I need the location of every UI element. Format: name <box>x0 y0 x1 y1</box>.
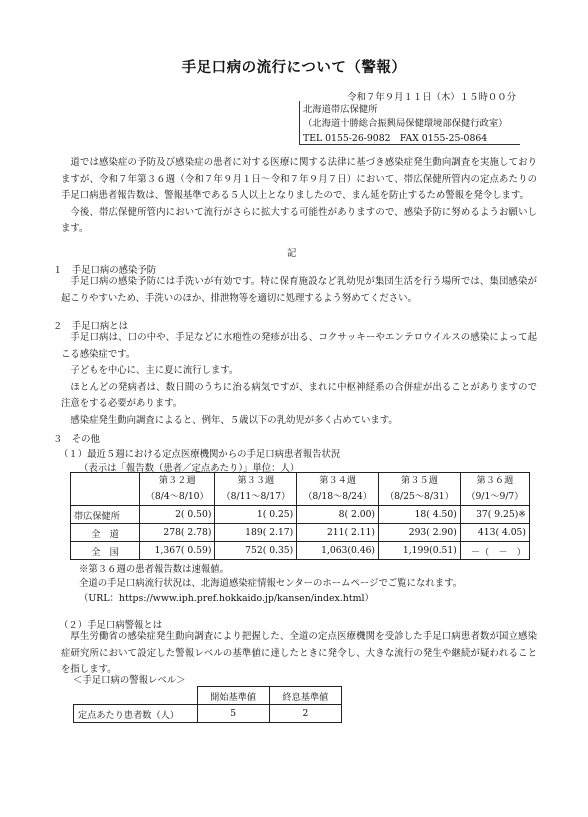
table-cell: 1,367( 0.59) <box>140 542 215 560</box>
table-cell: 37( 9.25)※ <box>460 506 529 524</box>
table-cell: －（ － ） <box>460 542 529 560</box>
info-center-url: （URL：https://www.iph.pref.hokkaido.jp/kansen/index.html） <box>79 593 374 604</box>
section-2-paragraph-2: 子どもを中心に、主に夏に流行します。 <box>70 365 239 376</box>
section-3-2-heading: （２）手足口病警報とは <box>59 620 163 631</box>
table-row <box>71 524 530 542</box>
section-2-paragraph-3: ほとんどの発病者は、数日間のうちに治る病気ですが、まれに中枢神経系の合併症が出ることがありますので注意をする必要があります。 <box>61 381 537 409</box>
issuer-department: （北海道十勝総合振興局保健環境部保健行政室） <box>303 118 508 129</box>
table-corner-cell <box>74 687 198 705</box>
section-2-paragraph-4: 感染症発生動向調査によると、例年、５歳以下の乳幼児が多く占めています。 <box>70 414 398 426</box>
section-3-1-heading: （１）最近５週における定点医療機関からの手足口病患者報告状況 <box>59 449 341 460</box>
level-table <box>73 686 342 723</box>
table-cell: 278( 2.78) <box>140 524 215 542</box>
table-header-week-32: 第３２週 （8/4～8/10） <box>140 473 215 506</box>
section-2-heading: ２ 手足口病とは <box>53 321 129 332</box>
table-cell: 413( 4.05) <box>460 524 529 542</box>
section-3-2-text: 厚生労働省の感染症発生動向調査により把握した、全道の定点医療機関を受診した手足口病患者数が国立感染症研究所において設定した警報レベルの基準値に達したときに発令し、大きな流行の発生や継続が疑われることを指します。 <box>61 631 537 675</box>
intro-paragraph-2: 今後、帯広保健所管内において流行がさらに拡大する可能性がありますので、感染予防に努めるようお願いします。 <box>61 206 537 234</box>
section-1-text: 手足口病の感染予防には手洗いが有効です。特に保育施設など乳幼児が集団生活を行う場所では、集団感染が起こりやすいため、手洗いのほか、排泄物等を適切に処理するよう努めてください。 <box>61 276 537 304</box>
issuer-contact: TEL 0155-26-9082 FAX 0155-25-0864 <box>303 133 488 144</box>
level-table-caption: ＜手足口病の警報レベル＞ <box>73 675 186 686</box>
level-header-end: 終息基準値 <box>269 687 341 705</box>
table-cell: 752( 0.35) <box>215 542 297 560</box>
preliminary-note: ※第３６週の患者報告数は速報値。 <box>79 564 230 575</box>
table-cell: 189( 2.17) <box>215 524 297 542</box>
table-header-week-36: 第３６週 （9/1～9/7） <box>460 473 529 506</box>
row-label-obihiro: 帯広保健所 <box>71 506 140 524</box>
table-corner-cell <box>71 473 140 506</box>
level-row-label: 定点あたり患者数（人） <box>74 705 198 723</box>
section-2-body <box>61 330 537 429</box>
issuer-box <box>299 101 520 145</box>
row-label-hokkaido: 全 道 <box>71 524 140 542</box>
issuer-name: 北海道帯広保健所 <box>303 104 378 115</box>
intro-paragraph-1: 道では感染症の予防及び感染症の患者に対する医療に関する法律に基づき感染症発生動向調査を実施しておりますが、令和７年第３６週（令和７年９月１日～令和７年９月７日）において、帯広保健所管内の定点あたりの手足口病患者報告数は、警報基準である５人以上となりましたので、まん延を防止するため警報を発令します。 <box>61 157 537 201</box>
table-cell: 211( 2.11) <box>297 524 379 542</box>
section-3-heading: ３ その他 <box>53 434 100 445</box>
report-table <box>70 472 530 560</box>
table-row <box>74 705 342 723</box>
level-start-value: 5 <box>197 705 269 723</box>
table-cell: 1( 0.25) <box>215 506 297 524</box>
table-cell: 8( 2.00) <box>297 506 379 524</box>
ki-heading: 記 <box>287 248 297 259</box>
table-row <box>71 506 530 524</box>
issue-date: 令和７年９月１１日（木）１５時００分 <box>347 92 516 103</box>
table-cell: 18( 4.50) <box>379 506 461 524</box>
table-header-week-34: 第３４週 （8/18～8/24） <box>297 473 379 506</box>
level-end-value: 2 <box>269 705 341 723</box>
table-cell: 293( 2.90) <box>379 524 461 542</box>
section-2-paragraph-1: 手足口病は、口の中や、手足などに水疱性の発疹が出る、コクサッキーやエンテロウイルスの感染によって起こる感染症です。 <box>61 332 537 360</box>
table-row <box>71 542 530 560</box>
table-header-week-35: 第３５週 （8/25～8/31） <box>379 473 461 506</box>
page-title: 手足口病の流行について（警報） <box>181 60 407 76</box>
table-header-week-33: 第３３週 （8/11～8/17） <box>215 473 297 506</box>
section-1-body <box>61 274 537 307</box>
info-center-note: 全道の手足口病流行状況は、北海道感染症情報センターのホームページでご覧になれます。 <box>79 578 463 589</box>
table-header-row <box>71 473 530 506</box>
table-cell: 1,199(0.51) <box>379 542 461 560</box>
table-header-row <box>74 687 342 705</box>
row-label-national: 全 国 <box>71 542 140 560</box>
table-unit-note: （表示は「報告数（患者／定点あたり）」単位：人） <box>79 463 300 474</box>
level-header-start: 開始基準値 <box>197 687 269 705</box>
table-cell: 1,063(0.46) <box>297 542 379 560</box>
section-1-heading: １ 手足口病の感染予防 <box>53 265 157 276</box>
intro-section <box>61 155 537 238</box>
table-cell: 2( 0.50) <box>140 506 215 524</box>
